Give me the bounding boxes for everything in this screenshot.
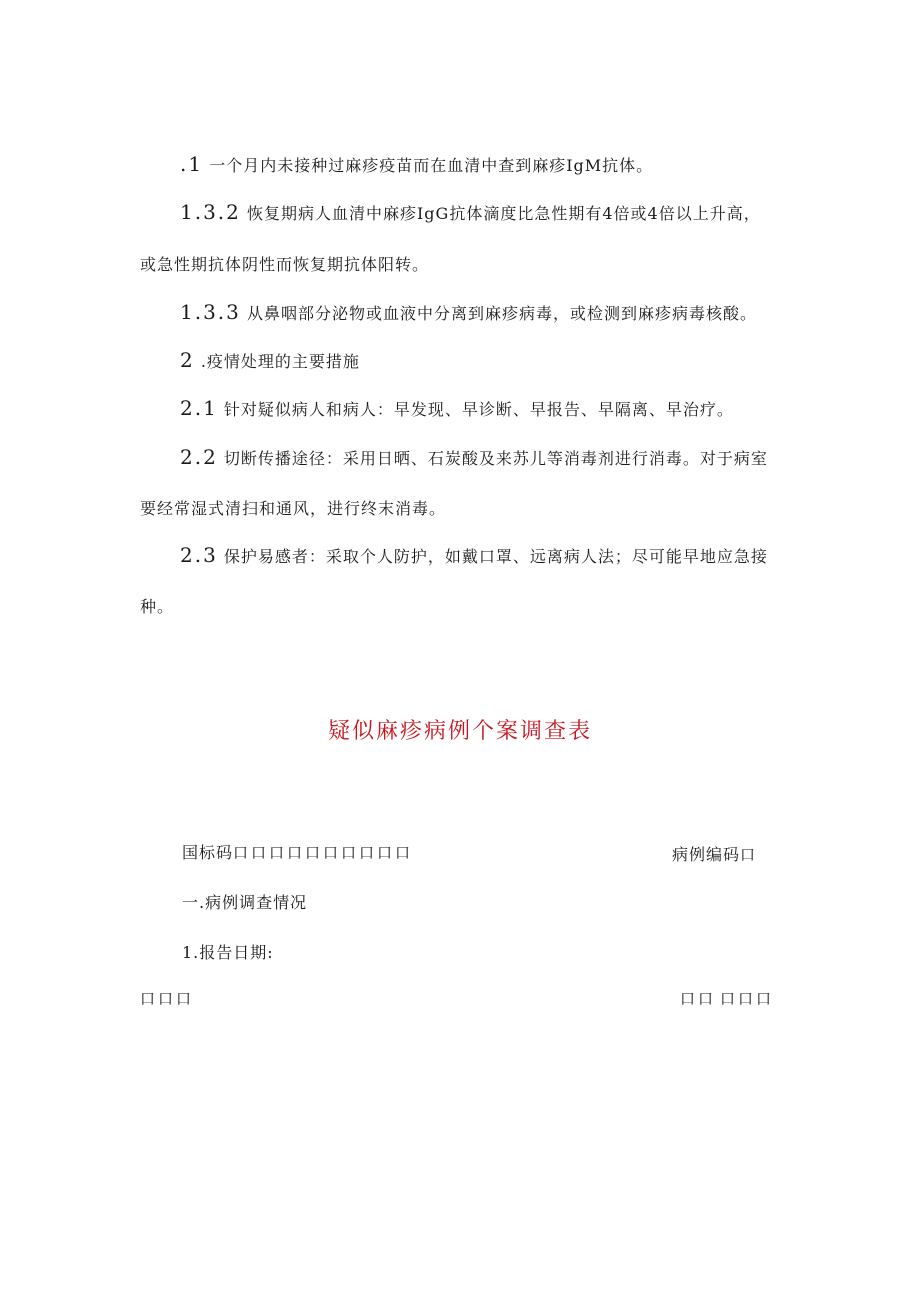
section-1-3-3 [180, 300, 757, 324]
section-text: 针对疑似病人和病人：早发现、早诊断、早报告、早隔离、早治疗。 [223, 400, 734, 419]
section-2-2 [180, 445, 768, 469]
date-boxes-right-b[interactable]: 口口口 [720, 990, 775, 1008]
date-boxes-left[interactable]: 口口口 [140, 990, 195, 1008]
case-code-row [672, 842, 758, 865]
section-one-heading: 一.病例调查情况 [182, 893, 308, 912]
section-number: 1.3.3 [180, 300, 241, 324]
section-number: 2.1 [180, 396, 218, 420]
section-2-2-continued [140, 496, 446, 519]
national-code-boxes[interactable]: 口口口口口口口口口口 [233, 844, 414, 862]
section-text: 或急性期抗体阴性而恢复期抗体阳转。 [140, 255, 430, 274]
section-number: 2.3 [180, 543, 218, 567]
case-code-boxes[interactable]: 口 [740, 846, 759, 864]
section-text: .疫情处理的主要措施 [200, 352, 360, 371]
date-boxes-right-a[interactable]: 口口 [680, 990, 717, 1008]
section-text: 要经常湿式清扫和通风，进行终末消毒。 [140, 499, 447, 518]
section-text: 种。 [140, 597, 175, 616]
report-date-label: 1.报告日期: [182, 943, 274, 962]
section-2 [180, 348, 360, 372]
section-1-1 [180, 152, 653, 176]
section-2-3-continued [140, 594, 174, 617]
section-text: 从鼻咽部分泌物或血液中分离到麻疹病毒，或检测到麻疹病毒核酸。 [246, 304, 757, 323]
section-number: 2.2 [180, 445, 218, 469]
section-text: 一个月内未接种过麻疹疫苗而在血清中查到麻疹IgM抗体。 [209, 156, 654, 175]
section-number: 2 [180, 348, 195, 372]
national-code-row [182, 840, 413, 863]
section-1-3-2-continued [140, 252, 429, 275]
section-2-3 [180, 543, 768, 567]
section-text: 切断传播途径：采用日晒、石炭酸及来苏儿等消毒剂进行消毒。对于病室 [223, 449, 768, 468]
form-title: 疑似麻疹病例个案调查表 [327, 719, 592, 744]
section-2-1 [180, 396, 734, 420]
case-code-label: 病例编码 [672, 845, 741, 864]
section-1-3-2 [180, 200, 761, 224]
section-text: 恢复期病人血清中麻疹IgG抗体滴度比急性期有4倍或4倍以上升高， [246, 204, 761, 223]
section-number: 1.3.2 [180, 200, 241, 224]
section-number: .1 [180, 152, 204, 176]
section-text: 保护易感者：采取个人防护，如戴口罩、远离病人法；尽可能早地应急接 [223, 547, 768, 566]
national-code-label: 国标码 [182, 843, 234, 862]
